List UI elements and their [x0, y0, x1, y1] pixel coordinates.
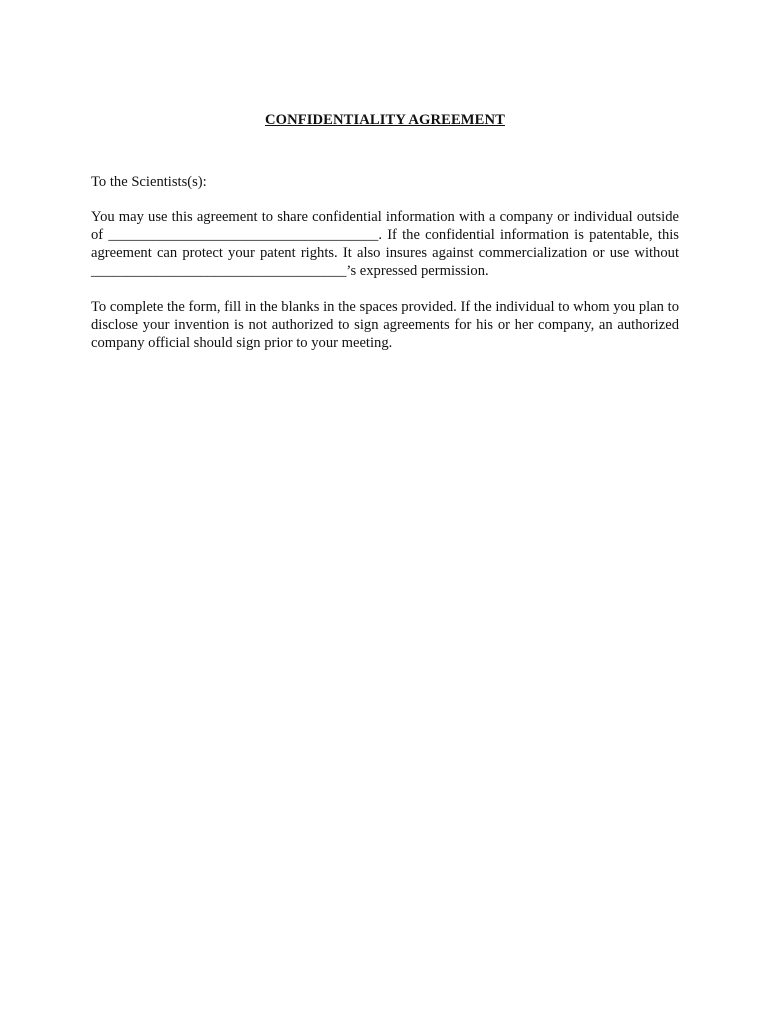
company-name-blank: _____________________________________: [108, 227, 379, 243]
salutation: To the Scientists(s):: [91, 174, 207, 190]
paragraph-usage-text-2: . If the confidential information is patentable, this agreement can protect your patent rights. It also insures against commercialization or use without: [91, 227, 679, 261]
owner-name-blank: ___________________________________: [91, 263, 347, 279]
paragraph-usage-text-1: You may use this agreement to share confidential information with a company or individual outside of: [91, 209, 679, 243]
paragraph-instructions: To complete the form, fill in the blanks in the spaces provided. If the individual to whom you plan to disclose your invention is not authorized to sign agreements for his or her company, an authorized company official should sign prior to your meeting.: [91, 299, 679, 351]
document-title: CONFIDENTIALITY AGREEMENT: [265, 112, 505, 128]
paragraph-usage-text-3: ’s expressed permission.: [346, 263, 489, 279]
paragraph-usage: [91, 208, 679, 280]
document-body: [91, 111, 679, 370]
